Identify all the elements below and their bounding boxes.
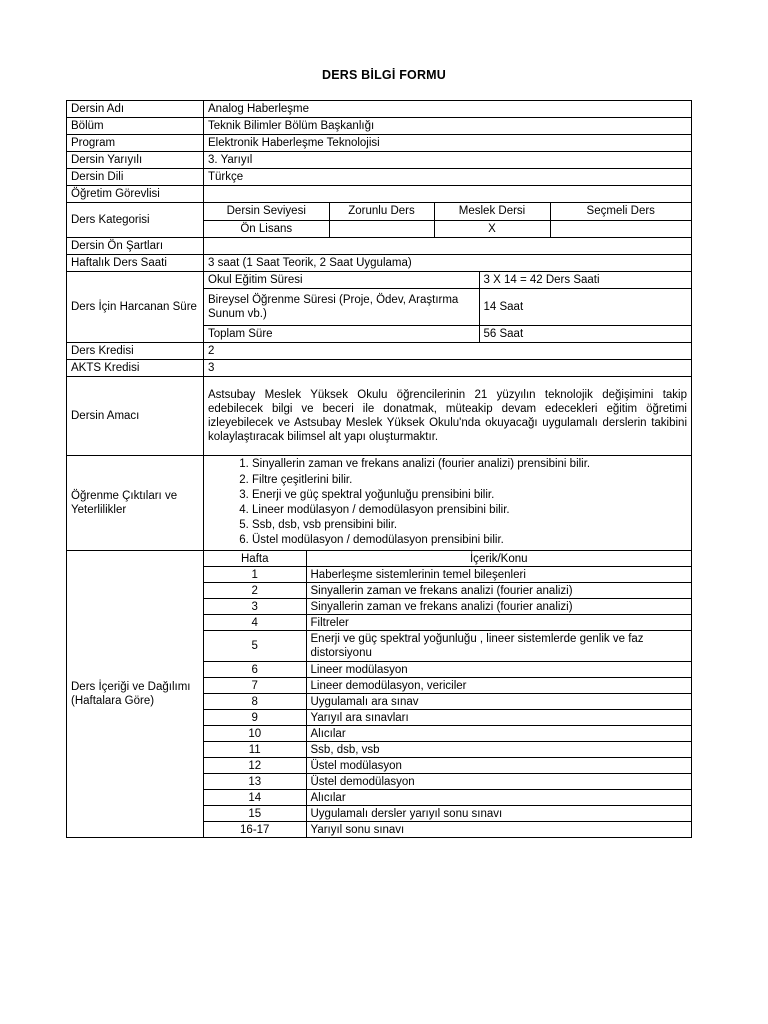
- schedule-header-row: [204, 551, 691, 567]
- category-header: Meslek Dersi: [434, 203, 550, 220]
- outcomes-list: [208, 457, 687, 548]
- row-course-name: [67, 101, 692, 118]
- schedule-row: [204, 662, 691, 678]
- week-number: 6: [204, 662, 306, 678]
- week-number: 7: [204, 678, 306, 694]
- workload-row: [204, 272, 691, 289]
- week-number: 9: [204, 710, 306, 726]
- content-cell: [204, 551, 692, 838]
- week-topic: Üstel demodülasyon: [306, 774, 691, 790]
- value-language: Türkçe: [204, 169, 692, 186]
- outcome-item: 1. Sinyallerin zaman ve frekans analizi (fourier analizi) prensibini bilir.: [252, 457, 687, 472]
- row-ects: [67, 360, 692, 377]
- value-department: Teknik Bilimler Bölüm Başkanlığı: [204, 118, 692, 135]
- value-weekly-hours: 3 saat (1 Saat Teorik, 2 Saat Uygulama): [204, 255, 692, 272]
- week-number: 11: [204, 742, 306, 758]
- week-topic: Sinyallerin zaman ve frekans analizi (fourier analizi): [306, 583, 691, 599]
- week-number: 14: [204, 790, 306, 806]
- category-table: [204, 203, 691, 237]
- week-topic: Yarıyıl sonu sınavı: [310, 823, 405, 836]
- outcome-item: 2. Filtre çeşitlerini bilir.: [252, 473, 687, 488]
- week-topic: Sinyallerin zaman ve frekans analizi (fourier analizi): [306, 599, 691, 615]
- category-value: X: [434, 220, 550, 237]
- row-category: [67, 203, 692, 238]
- week-number: 12: [204, 758, 306, 774]
- week-number: 5: [204, 631, 306, 662]
- week-number: 10: [204, 726, 306, 742]
- week-number: 2: [204, 583, 306, 599]
- workload-item-value: 3 X 14 = 42 Ders Saati: [479, 272, 691, 289]
- week-topic: Lineer modülasyon: [306, 662, 691, 678]
- row-department: [67, 118, 692, 135]
- value-semester: 3. Yarıyıl: [204, 152, 692, 169]
- schedule-row: [204, 694, 691, 710]
- category-header: Zorunlu Ders: [329, 203, 434, 220]
- week-topic: Üstel modülasyon: [306, 758, 691, 774]
- row-content: [67, 551, 692, 838]
- workload-cell: [204, 272, 692, 343]
- week-topic: Yarıyıl ara sınavları: [306, 710, 691, 726]
- schedule-row: [204, 678, 691, 694]
- row-program: [67, 135, 692, 152]
- schedule-row: [204, 774, 691, 790]
- outcome-item: 3. Enerji ve güç spektral yoğunluğu prensibini bilir.: [252, 488, 687, 503]
- label-department: Bölüm: [67, 118, 204, 135]
- workload-table: [204, 272, 691, 342]
- week-topic: Uygulamalı dersler yarıyıl sonu sınavı: [306, 806, 691, 822]
- page-title: DERS BİLGİ FORMU: [321, 68, 447, 82]
- row-semester: [67, 152, 692, 169]
- label-semester: Dersin Yarıyılı: [67, 152, 204, 169]
- schedule-row: [204, 583, 691, 599]
- week-number: 1: [204, 567, 306, 583]
- value-instructor: [204, 186, 692, 203]
- label-weekly-hours: Haftalık Ders Saati: [67, 255, 204, 272]
- schedule-row: [204, 758, 691, 774]
- weekly-schedule-table: [204, 551, 691, 837]
- week-topic: Alıcılar: [306, 726, 691, 742]
- category-value: [550, 220, 691, 237]
- category-cell: [204, 203, 692, 238]
- row-workload: [67, 272, 692, 343]
- value-credits: 2: [204, 343, 692, 360]
- category-value: Ön Lisans: [204, 220, 329, 237]
- schedule-row: [204, 599, 691, 615]
- label-aim: Dersin Amacı: [67, 377, 204, 456]
- workload-row: [204, 289, 691, 325]
- workload-item-name: Bireysel Öğrenme Süresi (Proje, Ödev, Araştırma Sunum vb.): [204, 289, 479, 325]
- value-ects: 3: [204, 360, 692, 377]
- label-program: Program: [67, 135, 204, 152]
- value-aim: Astsubay Meslek Yüksek Okulu öğrencilerinin 21 yüzyılın teknolojik değişimini takip edebilecek bilgi ve beceri ile donatmak, müteakip devam edecekleri eğitim öğretimi izleyebilecek ve Astsubay Meslek Yüksek Okulu'nda okuyacağı uygulamalı derslerin takibini kolaylaştıracak bilimsel alt yapı oluşturmaktır.: [204, 377, 692, 456]
- category-header-row: [204, 203, 691, 220]
- week-topic: Lineer demodülasyon, vericiler: [306, 678, 691, 694]
- label-language: Dersin Dili: [67, 169, 204, 186]
- week-topic: Alıcılar: [306, 790, 691, 806]
- label-category: Ders Kategorisi: [67, 203, 204, 238]
- week-topic: Enerji ve güç spektral yoğunluğu , lineer sistemlerde genlik ve faz distorsiyonu: [306, 631, 691, 662]
- label-credits: Ders Kredisi: [67, 343, 204, 360]
- category-header: Seçmeli Ders: [550, 203, 691, 220]
- row-instructor: [67, 186, 692, 203]
- workload-item-value: 56 Saat: [483, 327, 524, 340]
- row-aim: [67, 377, 692, 456]
- category-value: [329, 220, 434, 237]
- schedule-row: [204, 615, 691, 631]
- week-number: 13: [204, 774, 306, 790]
- outcome-item: 5. Ssb, dsb, vsb prensibini bilir.: [252, 518, 687, 533]
- outcomes-cell: [204, 456, 692, 551]
- schedule-row: [204, 742, 691, 758]
- schedule-row: [204, 806, 691, 822]
- label-content: Ders İçeriği ve Dağılımı (Haftalara Göre): [67, 551, 204, 838]
- week-topic: Ssb, dsb, vsb: [306, 742, 691, 758]
- row-weekly-hours: [67, 255, 692, 272]
- schedule-row: [204, 822, 691, 838]
- workload-item-value: 14 Saat: [479, 289, 691, 325]
- week-header: Hafta: [204, 551, 306, 567]
- week-number: 4: [204, 615, 306, 631]
- course-info-table: [66, 100, 692, 838]
- week-number: 8: [204, 694, 306, 710]
- week-topic: Uygulamalı ara sınav: [306, 694, 691, 710]
- row-language: [67, 169, 692, 186]
- week-number: 16-17: [204, 822, 306, 838]
- week-number: 15: [204, 806, 306, 822]
- label-prerequisites: Dersin Ön Şartları: [67, 238, 204, 255]
- schedule-row: [204, 710, 691, 726]
- workload-item-name: Toplam Süre: [204, 325, 479, 342]
- label-instructor: Öğretim Görevlisi: [67, 186, 204, 203]
- week-topic: Filtreler: [306, 615, 691, 631]
- label-ects: AKTS Kredisi: [67, 360, 204, 377]
- category-value-row: [204, 220, 691, 237]
- week-number: 3: [204, 599, 306, 615]
- value-program: Elektronik Haberleşme Teknolojisi: [204, 135, 692, 152]
- row-prerequisites: [67, 238, 692, 255]
- schedule-row: [204, 726, 691, 742]
- value-course-name: Analog Haberleşme: [204, 101, 692, 118]
- label-workload: Ders İçin Harcanan Süre: [67, 272, 204, 343]
- label-outcomes: Öğrenme Çıktıları ve Yeterlilikler: [67, 456, 204, 551]
- category-header: Dersin Seviyesi: [204, 203, 329, 220]
- outcome-item: 4. Lineer modülasyon / demodülasyon prensibini bilir.: [252, 503, 687, 518]
- outcome-item: 6. Üstel modülasyon / demodülasyon prensibini bilir.: [252, 533, 687, 548]
- schedule-row: [204, 567, 691, 583]
- schedule-row: [204, 790, 691, 806]
- schedule-row: [204, 631, 691, 662]
- workload-row: [204, 325, 691, 342]
- topic-header: İçerik/Konu: [306, 551, 691, 567]
- value-prerequisites: [204, 238, 692, 255]
- row-outcomes: [67, 456, 692, 551]
- workload-item-name: Okul Eğitim Süresi: [204, 272, 479, 289]
- row-credits: [67, 343, 692, 360]
- week-topic: Haberleşme sistemlerinin temel bileşenleri: [306, 567, 691, 583]
- label-course-name: Dersin Adı: [67, 101, 204, 118]
